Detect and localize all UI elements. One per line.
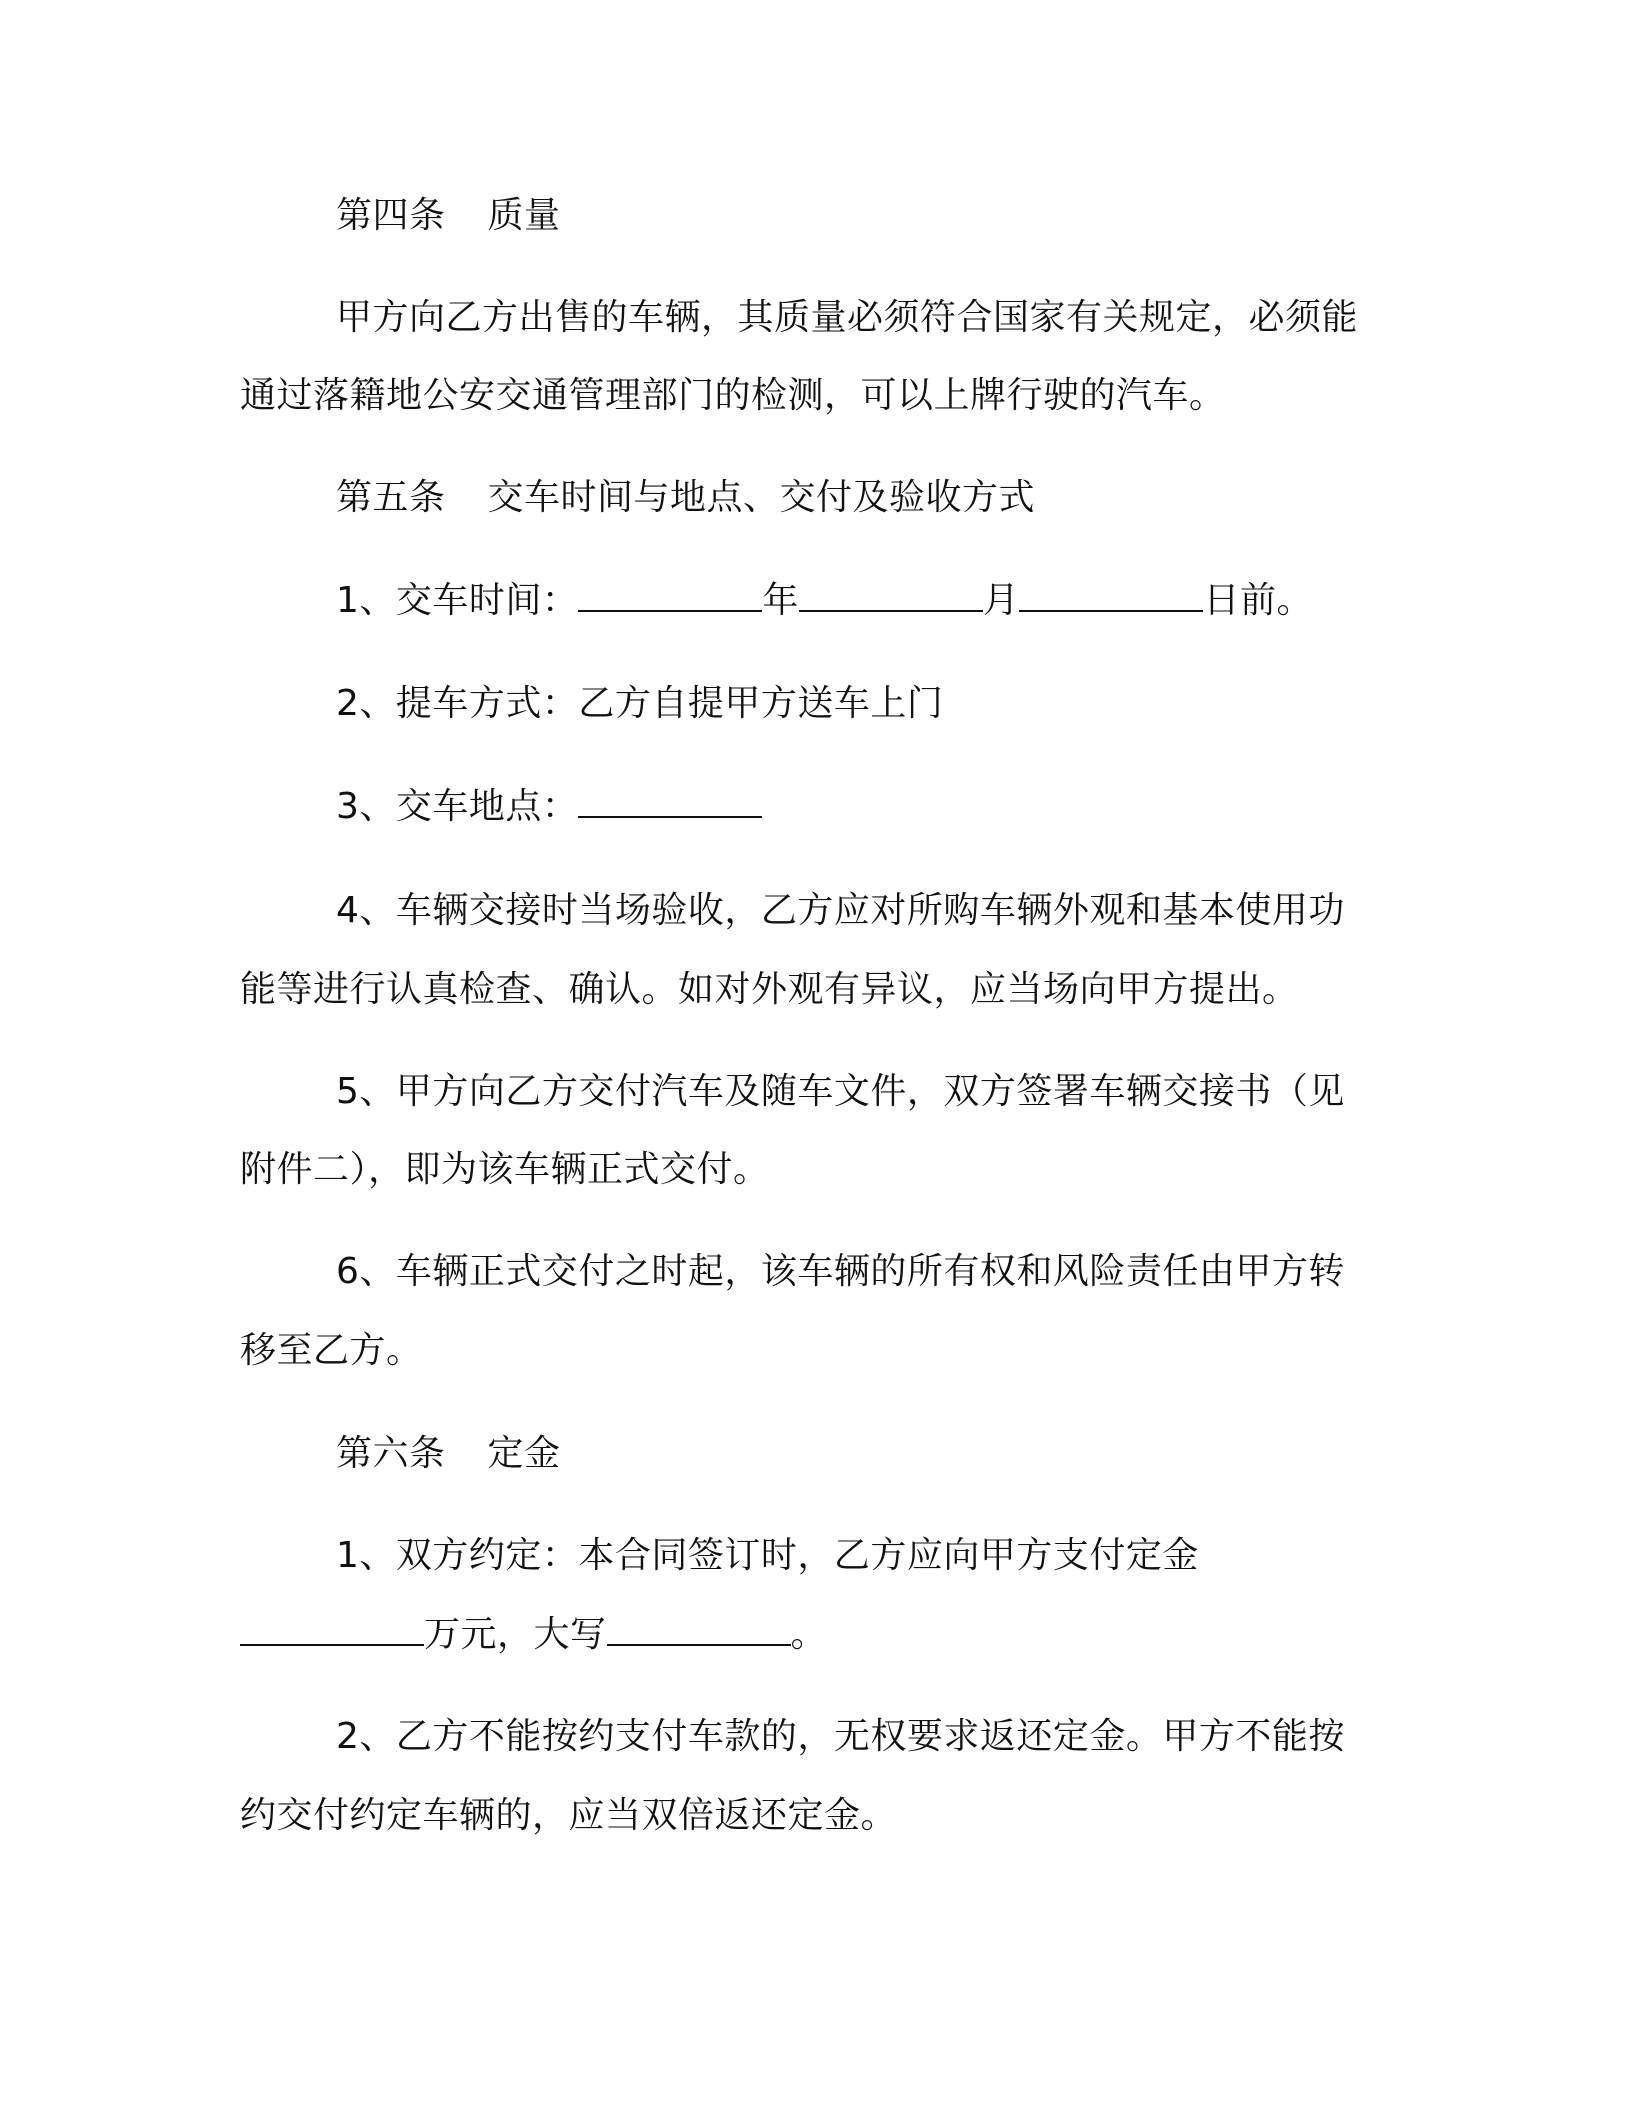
deposit-end-punct: 。 (790, 1614, 828, 1655)
article-4-title: 质量 (487, 195, 561, 236)
deposit-uppercase-blank[interactable] (607, 1614, 791, 1646)
article-5-heading (336, 474, 1035, 522)
article-6-title: 定金 (487, 1433, 561, 1474)
delivery-place-label: 3、交车地点： (336, 786, 579, 827)
delivery-place-blank[interactable] (578, 786, 762, 818)
article-4-number: 第四条 (336, 195, 446, 236)
article-6-item-1-line-1: 1、双方约定：本合同签订时，乙方应向甲方支付定金 (336, 1535, 1199, 1576)
article-4-paragraph-line-1: 甲方向乙方出售的车辆，其质量必须符合国家有关规定，必须能 (336, 297, 1359, 338)
year-unit: 年 (762, 580, 799, 621)
article-4-heading (336, 192, 561, 240)
deposit-amount-blank[interactable] (240, 1614, 424, 1646)
delivery-year-blank[interactable] (578, 580, 762, 612)
article-6-item-2-line-2: 约交付约定车辆的，应当双倍返还定金。 (240, 1795, 898, 1836)
article-5-item-5-line-2: 附件二），即为该车辆正式交付。 (240, 1149, 770, 1190)
article-6-number: 第六条 (336, 1433, 446, 1474)
article-5-item-6-line-1: 6、车辆正式交付之时起，该车辆的所有权和风险责任由甲方转 (336, 1251, 1345, 1292)
article-5-item-2: 2、提车方式：乙方自提甲方送车上门 (336, 683, 944, 724)
article-5-item-3 (336, 783, 762, 831)
delivery-time-label: 1、交车时间： (336, 580, 579, 621)
delivery-month-blank[interactable] (799, 580, 983, 612)
article-6-item-2-line-1: 2、乙方不能按约支付车款的，无权要求返还定金。甲方不能按 (336, 1716, 1345, 1757)
article-5-title: 交车时间与地点、交付及验收方式 (487, 477, 1036, 518)
article-6-heading (336, 1430, 561, 1478)
article-4-paragraph-line-2: 通过落籍地公安交通管理部门的检测，可以上牌行驶的汽车。 (240, 375, 1226, 416)
article-5-item-6-line-2: 移至乙方。 (240, 1330, 423, 1371)
article-5-item-4-line-1: 4、车辆交接时当场验收，乙方应对所购车辆外观和基本使用功 (336, 890, 1345, 931)
article-5-item-4-line-2: 能等进行认真检查、确认。如对外观有异议，应当场向甲方提出。 (240, 969, 1299, 1010)
article-6-item-1-line-2 (240, 1611, 827, 1659)
deposit-unit-text: 万元，大写 (424, 1614, 607, 1655)
article-5-number: 第五条 (336, 477, 446, 518)
day-unit: 日前。 (1203, 580, 1313, 621)
delivery-day-blank[interactable] (1019, 580, 1203, 612)
article-5-item-1 (336, 577, 1313, 625)
article-5-item-5-line-1: 5、甲方向乙方交付汽车及随车文件，双方签署车辆交接书（见 (336, 1071, 1345, 1112)
month-unit: 月 (982, 580, 1020, 621)
